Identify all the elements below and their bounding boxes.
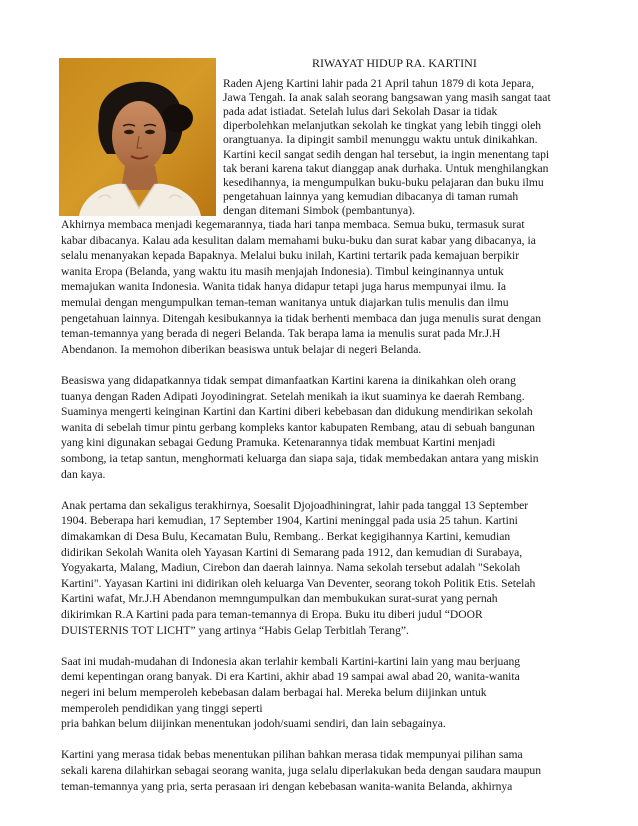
text-line: Raden Ajeng Kartini lahir pada 21 April tahun 1879 di kota Jepara, (223, 77, 535, 90)
text-line: memperoleh pendidikan yang tinggi seperti (61, 701, 263, 715)
text-line: Suaminya mengerti keinginan Kartini dan Kartini diberi kebebasan dan didukung mendirikan sekolah (61, 405, 533, 419)
text-line: Kartini yang merasa tidak bebas menentukan pilihan bahkan merasa tidak mempunyai pilihan sama (61, 748, 523, 762)
text-line: memulai dengan mengumpulkan teman-teman wanitanya untuk diajarkan tulis menulis dan ilmu (61, 296, 509, 309)
text-line: pengetahuan lainnya yang kemudian dibacanya di taman rumah (223, 189, 519, 203)
text-line: Kartini wafat, Mr.J.H Abendanon memngumpulkan dan membukukan surat-surat yang pernah (61, 592, 498, 606)
text-line: dikirimkan R.A Kartini pada para teman-temannya di Eropa. Buku itu diberi judul “DOOR (61, 608, 483, 621)
text-line: Abendanon. Ia memohon diberikan beasiswa untuk belajar di negeri Belanda. (61, 342, 422, 356)
text-line: selalu menanyakan kepada Bapaknya. Melalui buku inilah, Kartini tertarik pada kemajuan berpikir (61, 249, 520, 263)
text-line: kabar dibacanya. Kalau ada kesulitan dalam memahami buku-buku dan surat kabar yang dibacanya, ia (61, 233, 536, 247)
text-line: Kartini". Yayasan Kartini ini didirikan oleh keluarga Van Deventer, seorang tokoh Politik Etis. Setelah (61, 576, 536, 590)
text-line: sekali karena dilahirkan sebagai seorang wanita, juga selalu diperlakukan beda dengan saudara maupun (61, 764, 541, 777)
text-line: orangtuanya. Ia dipingit sambil menunggu waktu untuk dinikahkan. (223, 133, 538, 147)
text-line: Yogyakarta, Malang, Madiun, Cirebon dan daerah lainnya. Nama sekolah tersebut adalah "Sekolah (61, 561, 521, 575)
text-line: kesedihannya, ia mengumpulkan buku-buku pelajaran dan buku ilmu (223, 175, 544, 189)
text-line: dengan ditemani Simbok (pembantunya). (223, 203, 415, 217)
text-line: yang kini digunakan sebagai Gedung Pramuka. Ketenarannya tidak membuat Kartini menjadi (61, 436, 496, 450)
text-line: tak berani karena takut dianggap anak durhaka. Untuk menghilangkan (223, 161, 549, 175)
text-line: diperbolehkan melanjutkan sekolah ke tingkat yang lebih tinggi oleh (223, 119, 542, 133)
text-line: Jawa Tengah. Ia anak salah seorang bangsawan yang masih sangat taat (223, 91, 551, 105)
text-line: teman-temannya yang pria, serta perasaan iri dengan kebebasan wanita-wanita Belanda, akhirnya (61, 779, 513, 793)
text-line: wanita Eropa (Belanda, yang waktu itu masih menjajah Indonesia). Timbul keinginannya untuk (61, 264, 504, 278)
text-line: Beasiswa yang didapatkannya tidak sempat dimanfaatkan Kartini karena ia dinikahkan oleh orang (61, 374, 516, 387)
text-line: pengetahuan lainnya. Ditengah kesibukannya ia tidak berhenti membaca dan juga menulis surat dengan (61, 311, 542, 325)
text-line: demi kepentingan orang banyak. Di era Kartini, akhir abad 19 sampai awal abad 20, wanita-wanita (61, 670, 520, 684)
text-line: memajukan wanita Indonesia. Wanita tidak hanya didapur tetapi juga harus mempunyai ilmu. Ia (61, 280, 507, 294)
text-line: dimakamkan di Desa Bulu, Kecamatan Bulu, Rembang.. Berkat kegigihannya Kartini, kemudian (61, 530, 511, 543)
text-line: tuanya dengan Raden Adipati Joyodiningrat. Setelah menikah ia ikut suaminya ke daerah Rembang. (61, 389, 525, 403)
text-line: pada adat istiadat. Setelah lulus dari Sekolah Dasar ia tidak (223, 105, 498, 119)
text-line: Kartini kecil sangat sedih dengan hal tersebut, ia ingin menentang tapi (223, 147, 550, 161)
document-title: RIWAYAT HIDUP RA. KARTINI (312, 56, 477, 70)
text-line: negeri ini belum memperoleh kebebasan dalam berbagai hal. Mereka belum diijinkan untuk (61, 686, 487, 699)
text-line: 1904. Beberapa hari kemudian, 17 September 1904, Kartini meninggal pada usia 25 tahun. Kartini (61, 514, 518, 528)
text-line: didirikan Sekolah Wanita oleh Yayasan Kartini di Semarang pada 1912, dan kemudian di Surabaya, (61, 545, 523, 559)
text-line: wanita di sebelah timur pintu gerbang kompleks kantor kabupaten Rembang, atau di sebuah bangunan (61, 420, 535, 434)
text-line: Saat ini mudah-mudahan di Indonesia akan terlahir kembali Kartini-kartini lain yang mau berjuang (61, 654, 521, 668)
text-line: DUISTERNIS TOT LICHT” yang artinya “Habis Gelap Terbitlah Terang”. (61, 623, 409, 637)
text-line: pria bahkan belum diijinkan menentukan jodoh/suami sendiri, dan lain sebagainya. (61, 717, 446, 731)
text-line: teman-temannya yang berada di negeri Belanda. Tak berapa lama ia menulis surat pada Mr.J.H (61, 327, 501, 341)
text-line: dan kaya. (61, 467, 106, 481)
text-line: Akhirnya membaca menjadi kegemarannya, tiada hari tanpa membaca. Semua buku, termasuk surat (61, 218, 525, 231)
text-line: sombong, ia tetap santun, menghormati keluarga dan siapa saja, tidak membedakan antara yang miskin (61, 452, 539, 465)
text-line: Anak pertama dan sekaligus terakhirnya, Soesalit Djojoadhiningrat, lahir pada tanggal 13 September (61, 498, 529, 512)
